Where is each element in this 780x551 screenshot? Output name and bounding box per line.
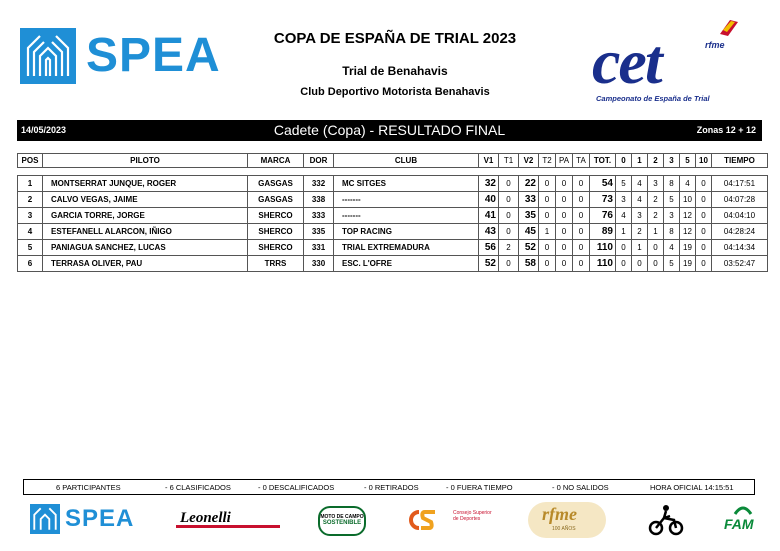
cell-v1: 56 (479, 240, 499, 256)
cell-club: ------- (334, 208, 479, 224)
cet-wordmark: cet (592, 26, 661, 97)
cell-z2: 0 (648, 240, 664, 256)
col-t1: T1 (499, 154, 519, 168)
cell-tot: 76 (590, 208, 616, 224)
cell-z1: 4 (632, 176, 648, 192)
cell-v1: 32 (479, 176, 499, 192)
cell-ta: 0 (573, 176, 590, 192)
cell-piloto: MONTSERRAT JUNQUE, ROGER (43, 176, 248, 192)
sponsor-rfme-text: rfme (542, 504, 577, 524)
table-row (18, 208, 768, 224)
cell-z1: 4 (632, 192, 648, 208)
cell-pos: 1 (18, 176, 43, 192)
cell-dor: 333 (304, 208, 334, 224)
cell-z1: 2 (632, 224, 648, 240)
cell-z10: 0 (696, 192, 712, 208)
cell-marca: SHERCO (248, 208, 304, 224)
csd-mark-icon (405, 508, 449, 532)
summary-bar (23, 479, 755, 495)
cell-z0: 5 (616, 176, 632, 192)
results-header (17, 153, 768, 168)
cell-z5: 12 (680, 208, 696, 224)
cell-marca: SHERCO (248, 240, 304, 256)
organizer-club: Club Deportivo Motorista Benahavis (300, 86, 490, 98)
cell-v2: 45 (519, 224, 539, 240)
cell-z5: 19 (680, 256, 696, 272)
cell-dor: 330 (304, 256, 334, 272)
cell-z10: 0 (696, 256, 712, 272)
col-z10: 10 (696, 154, 712, 168)
cell-t2: 0 (539, 176, 556, 192)
sponsor-rfme-years: 100 AÑOS (552, 526, 576, 532)
sponsor-fam (722, 502, 764, 538)
cell-tiempo: 04:14:34 (712, 240, 768, 256)
cell-z5: 4 (680, 176, 696, 192)
cell-dor: 332 (304, 176, 334, 192)
cell-z2: 1 (648, 224, 664, 240)
cell-tot: 73 (590, 192, 616, 208)
table-row (18, 256, 768, 272)
cell-tiempo: 04:17:51 (712, 176, 768, 192)
cell-z0: 0 (616, 256, 632, 272)
cell-z0: 4 (616, 208, 632, 224)
cell-pa: 0 (556, 208, 573, 224)
col-z3: 3 (664, 154, 680, 168)
classified-count: - 6 CLASIFICADOS (165, 483, 231, 492)
sponsor-csd (405, 506, 495, 536)
cell-t1: 0 (499, 192, 519, 208)
sponsor-leonelli (176, 510, 280, 530)
cell-pa: 0 (556, 176, 573, 192)
cell-ta: 0 (573, 208, 590, 224)
cell-club: TRIAL EXTREMADURA (334, 240, 479, 256)
col-dor: DOR (304, 154, 334, 168)
col-tiempo: TIEMPO (712, 154, 768, 168)
cell-tot: 89 (590, 224, 616, 240)
cell-tiempo: 04:07:28 (712, 192, 768, 208)
cell-z3: 4 (664, 240, 680, 256)
cell-club: ESC. L'OFRE (334, 256, 479, 272)
cell-v1: 40 (479, 192, 499, 208)
cell-pos: 2 (18, 192, 43, 208)
cell-pos: 3 (18, 208, 43, 224)
cell-v1: 41 (479, 208, 499, 224)
col-club: CLUB (334, 154, 479, 168)
cell-tiempo: 03:52:47 (712, 256, 768, 272)
cell-t2: 0 (539, 240, 556, 256)
flag-icon (718, 18, 740, 36)
results-table (17, 175, 768, 272)
cell-pos: 5 (18, 240, 43, 256)
col-v1: V1 (479, 154, 499, 168)
table-row (18, 224, 768, 240)
cell-pa: 0 (556, 256, 573, 272)
event-date: 14/05/2023 (21, 125, 67, 135)
zones-info: Zonas 12 + 12 (696, 125, 756, 135)
cell-piloto: CALVO VEGAS, JAIME (43, 192, 248, 208)
cell-v2: 52 (519, 240, 539, 256)
cell-z0: 1 (616, 224, 632, 240)
cell-v1: 52 (479, 256, 499, 272)
sponsor-moto-campo (318, 506, 366, 536)
cell-tot: 110 (590, 256, 616, 272)
cell-club: ------- (334, 192, 479, 208)
cell-z3: 8 (664, 176, 680, 192)
sponsor-spea-text: SPEA (65, 505, 135, 532)
col-v2: V2 (519, 154, 539, 168)
cell-piloto: PANIAGUA SANCHEZ, LUCAS (43, 240, 248, 256)
cell-z1: 0 (632, 256, 648, 272)
cell-dor: 338 (304, 192, 334, 208)
cell-piloto: GARCIA TORRE, JORGE (43, 208, 248, 224)
cell-z0: 3 (616, 192, 632, 208)
col-ta: TA (573, 154, 590, 168)
cell-tot: 54 (590, 176, 616, 192)
cell-ta: 0 (573, 192, 590, 208)
table-row (18, 240, 768, 256)
cell-z10: 0 (696, 176, 712, 192)
spea-mark-icon (20, 28, 76, 84)
cell-z5: 10 (680, 192, 696, 208)
cell-marca: TRRS (248, 256, 304, 272)
event-name: Trial de Benahavis (342, 64, 448, 78)
cell-pa: 0 (556, 192, 573, 208)
cell-ta: 0 (573, 224, 590, 240)
cell-z5: 19 (680, 240, 696, 256)
col-z5: 5 (680, 154, 696, 168)
sponsor-rfme-centenary (528, 502, 606, 538)
cell-z0: 0 (616, 240, 632, 256)
cell-z5: 12 (680, 224, 696, 240)
cet-caption: Campeonato de España de Trial (596, 94, 710, 103)
cell-v1: 43 (479, 224, 499, 240)
cell-z3: 5 (664, 256, 680, 272)
cell-club: MC SITGES (334, 176, 479, 192)
cell-ta: 0 (573, 256, 590, 272)
sponsor-sostenible-text: SOSTENIBLE (322, 520, 362, 526)
table-row (18, 176, 768, 192)
cell-marca: GASGAS (248, 176, 304, 192)
cell-z10: 0 (696, 208, 712, 224)
category-title: Cadete (Copa) - RESULTADO FINAL (273, 122, 506, 138)
cell-marca: SHERCO (248, 224, 304, 240)
cell-pos: 6 (18, 256, 43, 272)
cell-tiempo: 04:28:24 (712, 224, 768, 240)
col-t2: T2 (539, 154, 556, 168)
col-pa: PA (556, 154, 573, 168)
cell-z2: 2 (648, 192, 664, 208)
cell-t1: 0 (499, 256, 519, 272)
col-z0: 0 (616, 154, 632, 168)
header-row (18, 154, 768, 168)
cell-z2: 3 (648, 176, 664, 192)
sponsor-trial-rider (648, 502, 684, 536)
cell-z1: 3 (632, 208, 648, 224)
col-tot: TOT. (590, 154, 616, 168)
cell-t1: 0 (499, 208, 519, 224)
spea-mark-icon (30, 504, 60, 534)
sponsor-fam-text: FAM (724, 516, 754, 532)
cell-v2: 33 (519, 192, 539, 208)
cell-tiempo: 04:04:10 (712, 208, 768, 224)
page-title: COPA DE ESPAÑA DE TRIAL 2023 (273, 30, 517, 47)
category-banner (17, 120, 762, 141)
cell-z1: 1 (632, 240, 648, 256)
cet-logo (590, 18, 750, 108)
cell-t2: 0 (539, 192, 556, 208)
not-started-count: - 0 NO SALIDOS (552, 483, 609, 492)
cell-t2: 0 (539, 208, 556, 224)
col-z2: 2 (648, 154, 664, 168)
title-block (250, 0, 540, 110)
out-of-time-count: - 0 FUERA TIEMPO (446, 483, 513, 492)
cell-z2: 2 (648, 208, 664, 224)
cell-piloto: TERRASA OLIVER, PAU (43, 256, 248, 272)
cell-v2: 22 (519, 176, 539, 192)
cell-dor: 331 (304, 240, 334, 256)
cell-tot: 110 (590, 240, 616, 256)
cell-club: TOP RACING (334, 224, 479, 240)
spea-logo (20, 28, 221, 84)
table-row (18, 192, 768, 208)
sponsor-moto-campo-text: MOTO DE CAMPO (320, 514, 364, 520)
cell-t1: 0 (499, 176, 519, 192)
cell-v2: 58 (519, 256, 539, 272)
cell-marca: GASGAS (248, 192, 304, 208)
cell-t2: 0 (539, 256, 556, 272)
cell-z3: 5 (664, 192, 680, 208)
cell-z3: 8 (664, 224, 680, 240)
cell-z10: 0 (696, 224, 712, 240)
cell-pos: 4 (18, 224, 43, 240)
col-piloto: PILOTO (43, 154, 248, 168)
cell-dor: 335 (304, 224, 334, 240)
cell-pa: 0 (556, 240, 573, 256)
cell-z2: 0 (648, 256, 664, 272)
sponsor-spea (30, 504, 134, 534)
cell-t2: 1 (539, 224, 556, 240)
cell-pa: 0 (556, 224, 573, 240)
retired-count: - 0 RETIRADOS (364, 483, 419, 492)
cell-ta: 0 (573, 240, 590, 256)
spea-wordmark: SPEA (86, 29, 221, 82)
disqualified-count: - 0 DESCALIFICADOS (258, 483, 335, 492)
cell-z10: 0 (696, 240, 712, 256)
col-pos: POS (18, 154, 43, 168)
cet-rfme-text: rfme (705, 40, 725, 50)
cell-z3: 3 (664, 208, 680, 224)
cell-piloto: ESTEFANELL ALARCON, IÑIGO (43, 224, 248, 240)
sponsor-strip (0, 500, 780, 550)
sponsor-leonelli-text: Leonelli (180, 510, 231, 526)
sponsor-csd-text: Consejo Superior de Deportes (453, 510, 492, 522)
official-time: HORA OFICIAL 14:15:51 (650, 483, 734, 492)
participants-count: 6 PARTICIPANTES (56, 483, 121, 492)
cell-t1: 0 (499, 224, 519, 240)
col-marca: MARCA (248, 154, 304, 168)
trial-rider-icon (648, 502, 684, 536)
col-z1: 1 (632, 154, 648, 168)
cell-v2: 35 (519, 208, 539, 224)
cell-t1: 2 (499, 240, 519, 256)
fam-wave-icon (733, 502, 753, 516)
